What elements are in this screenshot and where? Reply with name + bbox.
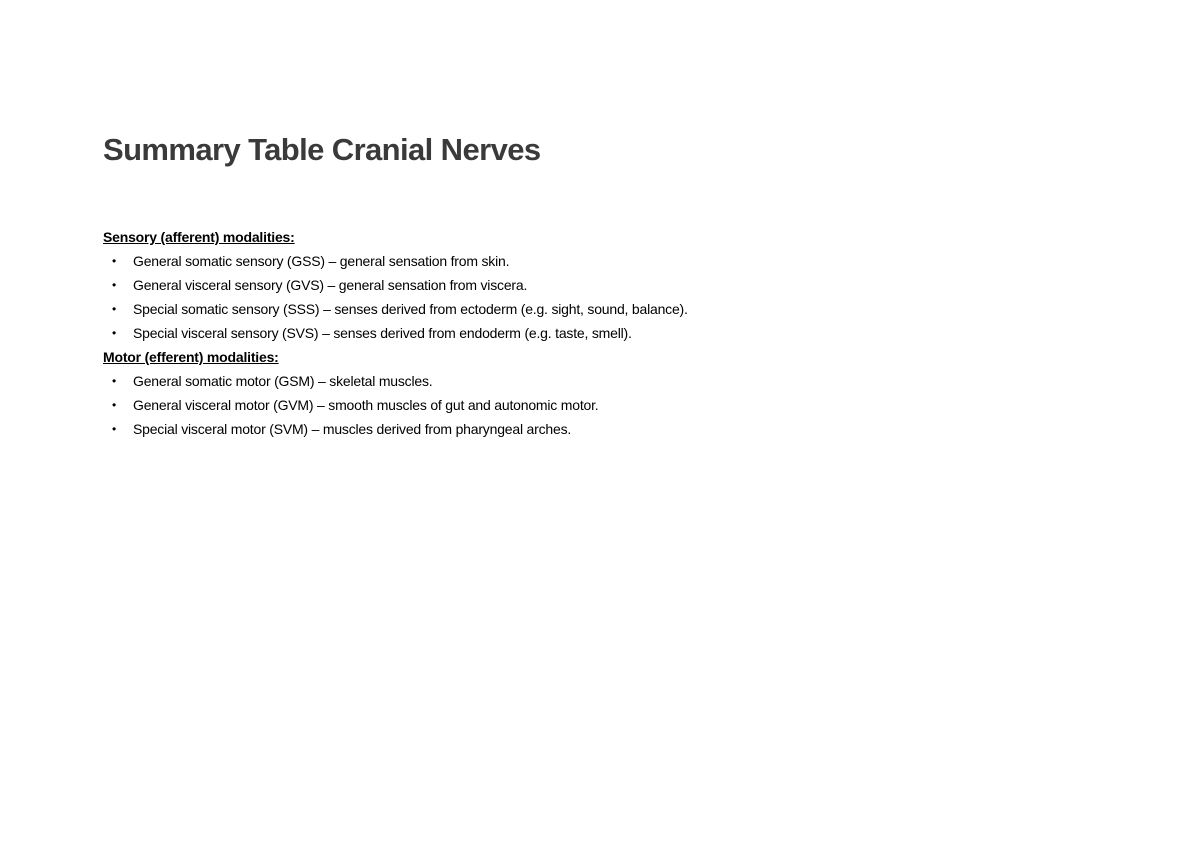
- list-item-text: Special somatic sensory (SSS) – senses derived from ectoderm (e.g. sight, sound, balance).: [133, 301, 688, 317]
- bullet-icon: •: [112, 374, 117, 388]
- document-body: [103, 227, 1103, 443]
- bullet-icon: •: [112, 422, 117, 436]
- list-item: [103, 275, 1103, 299]
- bullet-icon: •: [112, 254, 117, 268]
- section-heading: Sensory (afferent) modalities:: [103, 229, 295, 245]
- bullet-icon: •: [112, 398, 117, 412]
- list-item: [103, 323, 1103, 347]
- list-item-text: Special visceral motor (SVM) – muscles derived from pharyngeal arches.: [133, 421, 572, 437]
- section-heading: Motor (efferent) modalities:: [103, 349, 279, 365]
- bullet-icon: •: [112, 326, 117, 340]
- bullet-icon: •: [112, 278, 117, 292]
- list-item: [103, 419, 1103, 443]
- list-item-text: General somatic motor (GSM) – skeletal muscles.: [133, 373, 433, 389]
- sensory-modalities-list: [103, 251, 1103, 347]
- sensory-modalities-section: [103, 227, 1103, 347]
- list-item-text: General somatic sensory (GSS) – general sensation from skin.: [133, 253, 510, 269]
- list-item: [103, 299, 1103, 323]
- motor-modalities-list: [103, 371, 1103, 443]
- list-item: [103, 395, 1103, 419]
- motor-modalities-section: [103, 347, 1103, 443]
- list-item-text: General visceral motor (GVM) – smooth muscles of gut and autonomic motor.: [133, 397, 599, 413]
- bullet-icon: •: [112, 302, 117, 316]
- list-item: [103, 371, 1103, 395]
- list-item-text: Special visceral sensory (SVS) – senses derived from endoderm (e.g. taste, smell).: [133, 325, 632, 341]
- list-item: [103, 251, 1103, 275]
- list-item-text: General visceral sensory (GVS) – general sensation from viscera.: [133, 277, 528, 293]
- page-title: Summary Table Cranial Nerves: [103, 132, 541, 167]
